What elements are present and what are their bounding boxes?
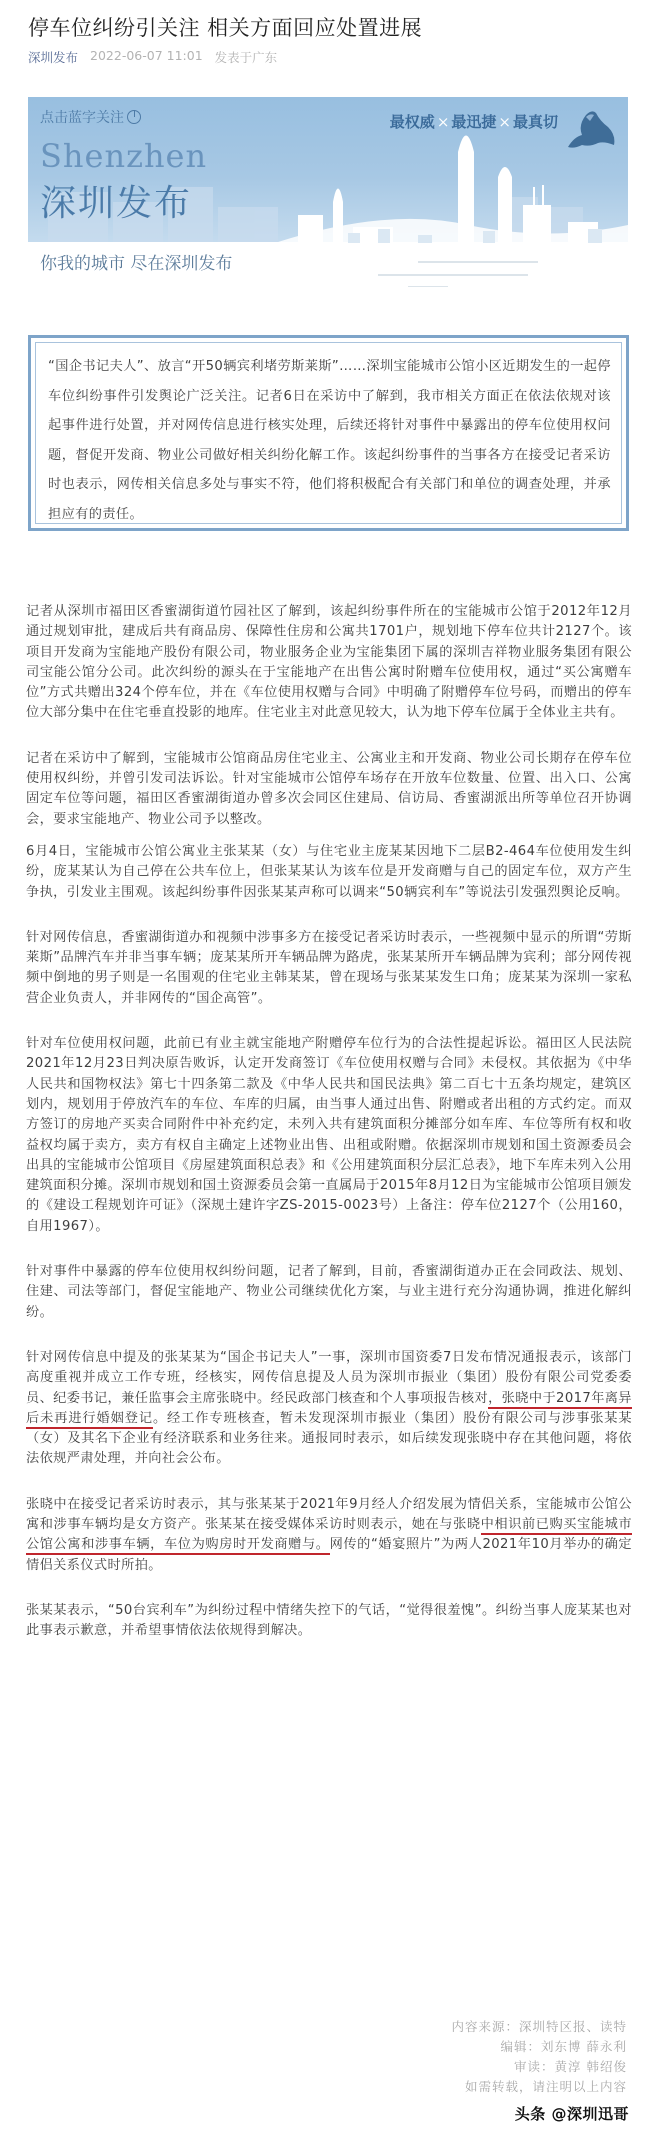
credit-reprint-notice: 如需转载，请注明以上内容	[464, 2079, 627, 2094]
article-title: 停车位纠纷引关注 相关方面回应处置进展	[28, 16, 423, 40]
paragraph-mediation-progress: 针对事件中暴露的停车位使用权纠纷问题，记者了解到，目前，香蜜湖街道办正在会同政法、规划、住建、司法等部门，督促宝能地产、物业公司继续优化方案，与业主进行充分沟通协调，推进化解纠纷。	[26, 1264, 632, 1320]
paragraph-apology: 张某某表示，“50台宾利车”为纠纷过程中情绪失控下的气话，“觉得很羞愧”。纠纷当事人庞某某也对此事表示歉意，并希望事情依法依规得到解决。	[26, 1602, 632, 1639]
account-banner-image[interactable]	[28, 97, 628, 287]
paragraph-long-term-dispute: 记者在采访中了解到，宝能城市公馆商品房住宅业主、公寓业主和开发商、物业公司长期存在停车位使用权纠纷，并曾引发司法诉讼。针对宝能城市公馆停车场存在开放车位数量、位置、出入口、公寓固定车位等问题，福田区香蜜湖街道办曾多次会同区住建局、信访局、香蜜湖派出所等单位召开协调会，要求宝能地产、物业公司予以整改。	[26, 750, 632, 827]
source-account-link[interactable]: 深圳发布	[28, 50, 79, 65]
paragraph-zhang-statement: 张晓中在接受记者采访时表示，其与张某某于2021年9月经人介绍发展为情侣关系，宝能城市公馆公寓和涉事车辆均是女方资产。张某某在接受媒体采访时则表示，她在与张晓中相识前已购买宝能城市公馆公寓和涉事车辆，车位为购房时开发商赠与。网传的“婚宴照片”为两人2021年10月举办的确定情侣关系仪式时所拍。	[26, 1496, 632, 1573]
credit-source: 内容来源：深圳特区报、读特	[451, 2019, 627, 2034]
power-icon	[127, 110, 141, 124]
paragraph-court-ruling: 针对车位使用权问题，此前已有业主就宝能地产附赠停车位行为的合法性提起诉讼。福田区人民法院2021年12月23日判决原告败诉，认定开发商签订《车位使用权赠与合同》未侵权。其依据为《中华人民共和国物权法》第七十四条第二款及《中华人民共和国民法典》第二百七十五条均规定，建筑区划内，规划用于停放汽车的车位、车库的归属，由当事人通过出售、附赠或者出租的方式约定。而双方签订的房地产买卖合同附件中补充约定，未列入共有建筑面积分摊部分如车库、车位等所有权和收益权均属于卖方，卖方有权自主确定上述物业出售、出租或附赠。依据深圳市规划和国土资源委员会出具的宝能城市公馆项目《房屋建筑面积总表》和《公用建筑面积分层汇总表》，地下车库未列入公用建筑面积分摊。深圳市规划和国土资源委员会第一直属局于2015年8月12日为宝能城市公馆项目颁发的《建设工程规划许可证》（深规土建许字ZS-2015-0023号）上备注：停车位2127个（公用160，自用1967）。	[26, 1036, 632, 1234]
summary-box	[28, 335, 629, 531]
summary-box-inner	[35, 342, 622, 524]
publish-location: 发表于广东	[214, 50, 278, 65]
banner-english-name: Shenzhen	[40, 137, 208, 175]
paragraph-june4-incident: 6月4日，宝能城市公馆公寓业主张某某（女）与住宅业主庞某某因地下二层B2-464车位使用发生纠纷，庞某某认为自己停在公共车位上，但张某某认为该车位是开发商赠与自己的固定车位，双方产生争执，引发业主围观。该起纠纷事件因张某某声称可以调来“50辆宾利车”等说法引发强烈舆论反响。	[26, 843, 632, 900]
banner-tagline: 你我的城市 尽在深圳发布	[40, 254, 233, 274]
paragraph-sasac-notice: 针对网传信息中提及的张某某为“国企书记夫人”一事，深圳市国资委7日发布情况通报表示，该部门高度重视并成立工作专班，经核实，网传信息提及人员为深圳市振业（集团）股份有限公司党委委员、纪委书记，兼任监事会主席张晓中。经民政部门核查和个人事项报告核对，张晓中于2017年离异后未再进行婚姻登记。经工作专班核查，暂未发现深圳市振业（集团）股份有限公司与涉事张某某（女）及其名下企业有经济联系和业务往来。通报同时表示，如后续发现张晓中存在其他问题，将依法依规严肃处理，并向社会公布。	[26, 1349, 632, 1467]
summary-paragraph: “国企书记夫人”、放言“开50辆宾利堵劳斯莱斯”……深圳宝能城市公馆小区近期发生的一起停车位纠纷事件引发舆论广泛关注。记者6日在采访中了解到，我市相关方面正在依法依规对该起事件进行处置，并对网传信息进行核实处理，后续还将针对事件中暴露出的停车位使用权问题，督促开发商、物业公司做好相关纠纷化解工作。该起纠纷事件的当事各方在接受记者采访时也表示，网传相关信息多处与事实不符，他们将积极配合有关部门和单位的调查处理，并承担应有的责任。	[48, 359, 611, 522]
red-underlined-text: 中相识前已购买宝能城市公馆公寓和涉事车辆，车位为购房时开发商赠与。	[26, 1517, 632, 1555]
credit-editors: 编辑：刘东博 薛永利	[500, 2039, 627, 2054]
follow-prompt[interactable]: 点击蓝字关注	[40, 107, 141, 127]
paragraph-rumor-clarification: 针对网传信息，香蜜湖街道办和视频中涉事多方在接受记者采访时表示，一些视频中显示的所谓“劳斯莱斯”品牌汽车并非当事车辆；庞某某所开车辆品牌为路虎，张某某所开车辆品牌为宾利；部分网传视频中倒地的男子则是一名围观的住宅业主韩某某，曾在现场与张某某发生口角；庞某某为深圳一家私营企业负责人，并非网传的“国企高管”。	[26, 929, 632, 1006]
publish-datetime: 2022-06-07 11:01	[90, 48, 203, 63]
banner-slogan: 最权威 × 最迅捷 × 最真切	[389, 113, 558, 131]
article-credits	[451, 2017, 627, 2097]
platform-watermark: 头条 @深圳迅哥	[514, 2105, 629, 2123]
red-underlined-text: ，张晓中于2017年离异后未再进行婚姻登记	[26, 1391, 632, 1429]
paragraph-project-background: 记者从深圳市福田区香蜜湖街道竹园社区了解到，该起纠纷事件所在的宝能城市公馆于2012年12月通过规划审批，建成后共有商品房、保障性住房和公寓共1701户，规划地下停车位共计2127个。该项目开发商为宝能地产股份有限公司，物业服务企业为宝能集团下属的深圳吉祥物业服务集团有限公司宝能公馆分公司。此次纠纷的源头在于宝能地产在出售公寓时附赠车位使用权，通过“买公寓赠车位”方式共赠出324个停车位，并在《车位使用权赠与合同》中明确了附赠停车位号码，而赠出的停车位大部分集中在住宅垂直投影的地库。住宅业主对此意见较大，认为地下停车位属于全体业主共有。	[26, 604, 632, 721]
banner-chinese-name: 深圳发布	[40, 183, 193, 224]
credit-reviewers: 审读：黄淳 韩绍俊	[514, 2059, 627, 2074]
article-meta	[28, 48, 277, 66]
article-body	[26, 602, 632, 1666]
eagle-logo-icon	[564, 107, 618, 151]
